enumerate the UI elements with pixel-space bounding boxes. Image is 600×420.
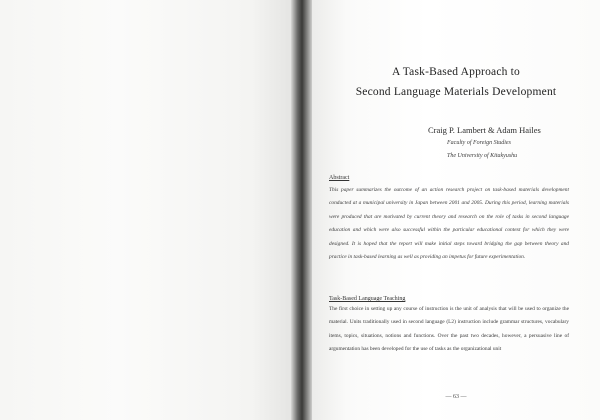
book-spine — [291, 0, 313, 420]
page-number: — 63 — — [445, 394, 467, 400]
abstract-text: This paper summarizes the outcome of an action research project on task-based materials development conducted at a municipal university in Japan between 2001 and 2005. During this period, learning materials were produced that are motivated by current theory and research on the role of tasks in second language education and which were also successful within the particular educational context for which they were designed. It is hoped that the report will make initial steps toward bridging the gap between theory and practice in task-based learning as well as providing an impetus for future experimentation. — [329, 187, 569, 261]
paper-title-line-1: A Task-Based Approach to — [391, 66, 521, 78]
paper-title-line-2: Second Language Materials Development — [355, 86, 557, 98]
paper-authors: Craig P. Lambert & Adam Hailes — [428, 125, 541, 135]
section-heading: Task-Based Language Teaching — [329, 296, 406, 302]
affiliation-faculty: Faculty of Foreign Studies — [447, 140, 511, 146]
section-body-text: The first choice in setting up any course of instruction is the unit of analysis that will be used to organize the material. Units traditionally used in second language (L2) instruction include grammar structures, vocabulary items, topics, situations, notions and functions. Over the past two decades, however, a persuasive line of argumentation has been developed for the use of tasks as the organizational unit — [329, 306, 569, 353]
affiliation-university: The University of Kitakyushu — [447, 153, 518, 159]
abstract-heading: Abstract — [329, 175, 350, 181]
left-page — [0, 0, 296, 420]
